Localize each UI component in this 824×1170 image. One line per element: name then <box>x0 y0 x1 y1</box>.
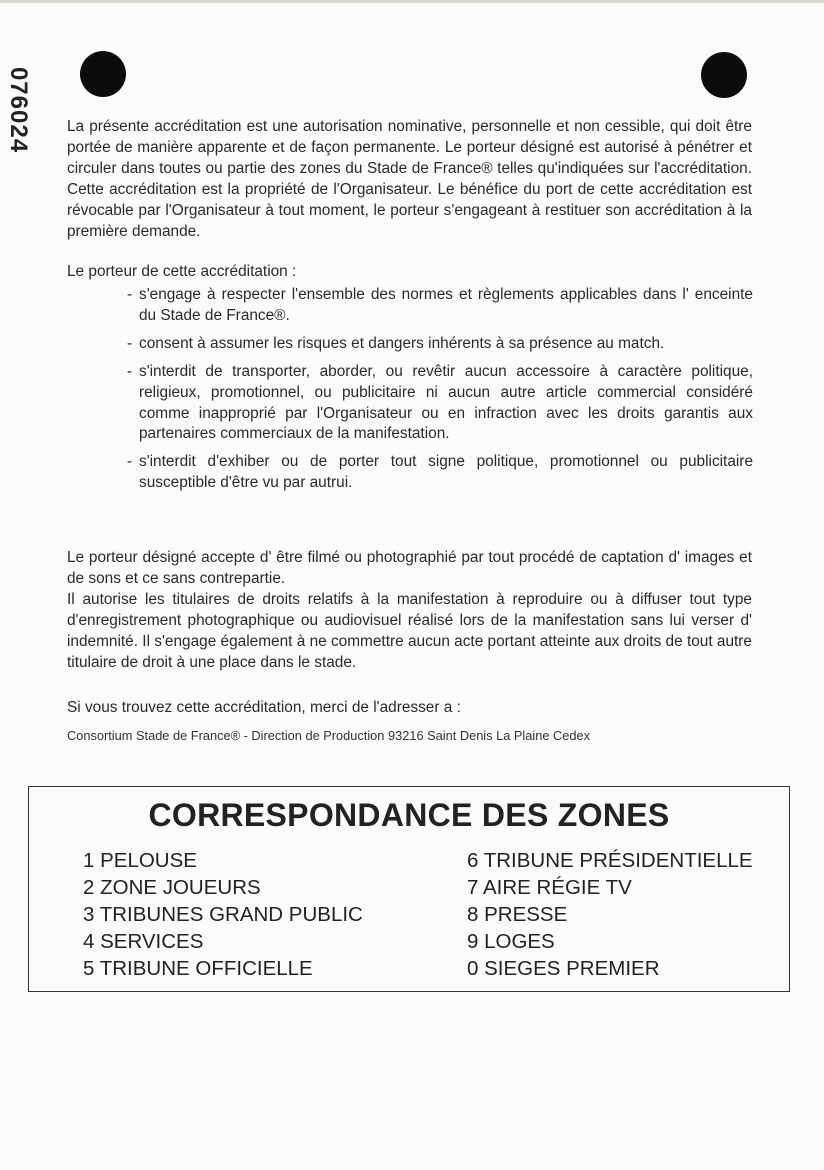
return-address: Consortium Stade de France® - Direction de Production 93216 Saint Denis La Plaine Cedex <box>67 728 591 743</box>
terms-bullet <box>127 362 753 446</box>
bullet-text: s'interdit de transporter, aborder, ou revêtir aucun accessoire à caractère politique, religieux, promotionnel, ou publicitaire ni aucun autre article commercial considéré comme inapproprié par l'Organisateur ou en infraction avec les droits garantis aux partenaires commerciaux de la manifestation. <box>139 362 753 443</box>
zone-item: 2 ZONE JOUEURS <box>83 876 261 899</box>
serial-number <box>4 60 32 160</box>
serial-number-text: 076024 <box>5 66 32 154</box>
bullet-marker: - <box>127 286 133 303</box>
terms-bullet <box>127 285 753 327</box>
bullet-marker: - <box>127 453 133 471</box>
terms-bullet <box>127 334 753 355</box>
terms-paragraph-1: La présente accréditation est une autorisation nominative, personnelle et non cessible, qui doit être portée de manière apparente et de façon permanente. Le porteur désigné est autorisé à pénétrer et circuler dans toutes ou partie des zones du Stade de France® telles qu'indiquées sur l'accréditation. Cette accréditation est la propriété de l'Organisateur. Le bénéfice du port de cette accréditation est révocable par l'Organisateur à tout moment, le porteur s'engageant à restituer son accréditation à la première demande. <box>67 118 752 240</box>
terms-paragraph-3: Il autorise les titulaires de droits relatifs à la manifestation à reproduire ou à diffuser tout type d'enregistrement photographique ou audiovisuel réalisé lors de la manifestation sans lui verser d' indemnité. Il s'engage également à ne commettre aucun acte portant atteinte aux droits de tout autre titulaire de droit à une place dans le stade. <box>67 590 752 671</box>
terms-paragraph-2: Le porteur désigné accepte d' être filmé ou photographié par tout procédé de captation d' images et de sons et ce sans contrepartie. <box>67 549 752 587</box>
zones-right-column <box>467 847 753 982</box>
zone-item: 3 TRIBUNES GRAND PUBLIC <box>83 903 363 926</box>
zone-item: 9 LOGES <box>467 930 555 953</box>
zones-title: CORRESPONDANCE DES ZONES <box>148 797 670 833</box>
bullet-marker: - <box>127 362 133 380</box>
zone-item: 6 TRIBUNE PRÉSIDENTIELLE <box>467 849 753 872</box>
found-notice: Si vous trouvez cette accréditation, merci de l'adresser a : <box>67 699 461 716</box>
bullet-text: s'engage à respecter l'ensemble des normes et règlements applicables dans l' enceinte du Stade de France®. <box>139 286 753 324</box>
bullet-text: consent à assumer les risques et dangers inhérents à sa présence au match. <box>139 334 665 352</box>
zones-left-column <box>83 847 363 982</box>
bullet-text: s'interdit d'exhiber ou de porter tout signe politique, promotionnel ou publicitaire susceptible d'être vu par autrui. <box>139 453 753 492</box>
zone-item: 4 SERVICES <box>83 930 204 953</box>
zone-item: 8 PRESSE <box>467 903 568 926</box>
punch-hole-left <box>80 51 126 97</box>
terms-paragraph-2-3 <box>67 548 752 673</box>
terms-bullet-list <box>127 285 753 501</box>
zone-item: 1 PELOUSE <box>83 849 197 872</box>
terms-intro: Le porteur de cette accréditation : <box>67 263 297 280</box>
zones-table <box>28 786 790 992</box>
card-top-edge <box>0 0 824 3</box>
zone-item: 5 TRIBUNE OFFICIELLE <box>83 957 313 980</box>
terms-bullet <box>127 452 753 494</box>
zone-item: 0 SIEGES PREMIER <box>467 957 660 980</box>
punch-hole-right <box>701 52 747 98</box>
zone-item: 7 AIRE RÉGIE TV <box>467 876 632 899</box>
bullet-marker: - <box>127 334 133 352</box>
